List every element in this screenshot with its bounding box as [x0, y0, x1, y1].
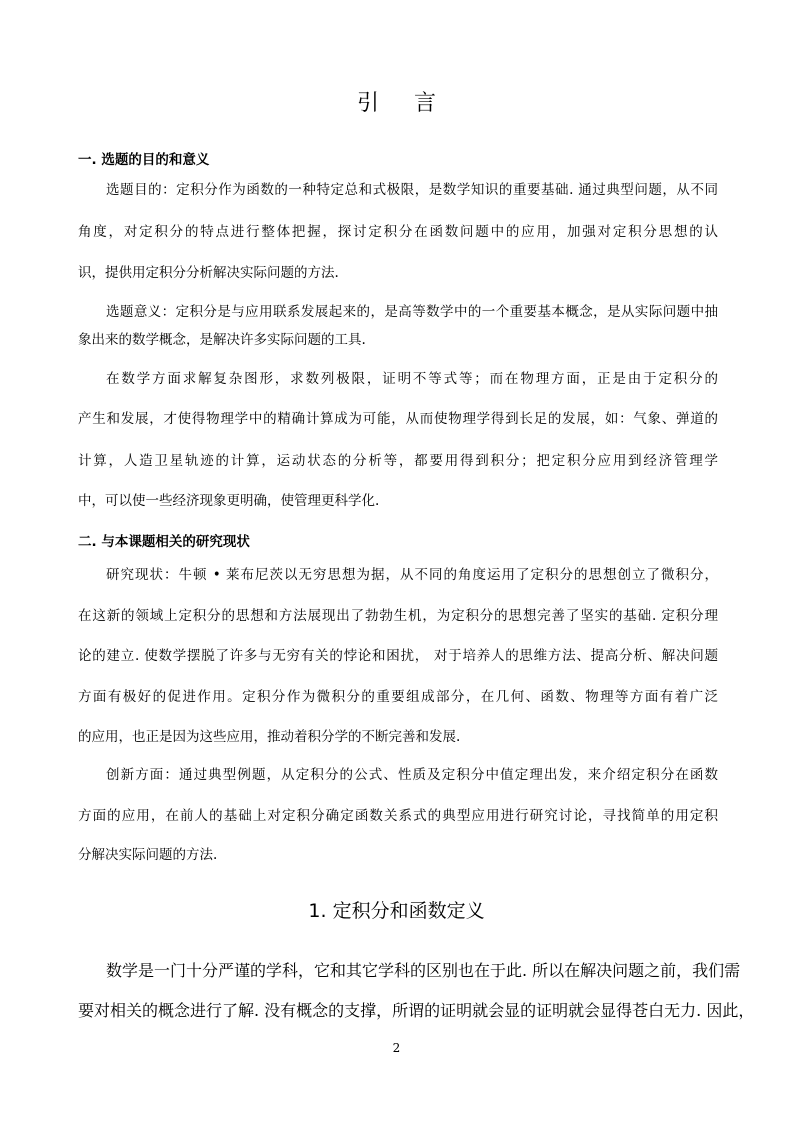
heading-purpose: 一. 选题的目的和意义: [78, 152, 210, 168]
paragraph-line: 中，可以使一些经济现象更明确，使管理更科学化.: [78, 493, 380, 509]
paragraph-line: 论的建立. 使数学摆脱了许多与无穷有关的悖论和困扰， 对于培养人的思维方法、提高分析、解决问题: [78, 648, 718, 664]
paragraph-line: 的应用，也正是因为这些应用，推动着积分学的不断完善和发展.: [78, 729, 461, 745]
paragraph-line: 识，提供用定积分分析解决实际问题的方法.: [78, 265, 339, 281]
paragraph-line: 产生和发展，才使得物理学中的精确计算成为可能，从而使物理学得到长足的发展，如：气象、弹道的: [78, 411, 718, 427]
body-line: 数学是一门十分严谨的学科，它和其它学科的区别也在于此. 所以在解决问题之前，我们需: [106, 961, 741, 980]
paragraph-line: 方面有极好的促进作用。定积分作为微积分的重要组成部分，在几何、函数、物理等方面有着广泛: [78, 689, 718, 705]
paragraph-line: 角度，对定积分的特点进行整体把握，探讨定积分在函数问题中的应用，加强对定积分思想的认: [78, 224, 718, 240]
paragraph-line: 象出来的数学概念，是解决许多实际问题的工具.: [78, 332, 366, 348]
paragraph-line: 在数学方面求解复杂图形，求数列极限，证明不等式等；而在物理方面，正是由于定积分的: [106, 371, 718, 387]
paragraph-line: 研究现状：牛顿 • 莱布尼茨以无穷思想为据，从不同的角度运用了定积分的思想创立了微积分，: [106, 567, 718, 583]
heading-status: 二. 与本课题相关的研究现状: [78, 534, 250, 550]
paragraph-line: 选题意义：定积分是与应用联系发展起来的，是高等数学中的一个重要基本概念，是从实际问题中抽: [106, 304, 718, 320]
paragraph-line: 在这新的领域上定积分的思想和方法展现出了勃勃生机，为定积分的思想完善了坚实的基础. 定积分理: [78, 608, 718, 624]
paragraph-line: 计算，人造卫星轨迹的计算，运动状态的分析等，都要用得到积分；把定积分应用到经济管理学: [78, 453, 718, 469]
paragraph-line: 创新方面：通过典型例题，从定积分的公式、性质及定积分中值定理出发，来介绍定积分在函数: [106, 767, 718, 783]
section-title: 1. 定积分和函数定义: [308, 900, 485, 922]
paragraph-line: 选题目的：定积分作为函数的一种特定总和式极限，是数学知识的重要基础. 通过典型问题，从不同: [106, 182, 718, 198]
paragraph-line: 方面的应用，在前人的基础上对定积分确定函数关系式的典型应用进行研究讨论，寻找简单的用定积: [78, 808, 718, 824]
page-title: 引 言: [357, 91, 450, 116]
body-line: 要对相关的概念进行了解. 没有概念的支撑，所谓的证明就会显的证明就会显得苍白无力. 因此，: [78, 1001, 755, 1020]
paragraph-line: 分解决实际问题的方法.: [78, 847, 218, 863]
page-number: 2: [392, 1041, 401, 1055]
